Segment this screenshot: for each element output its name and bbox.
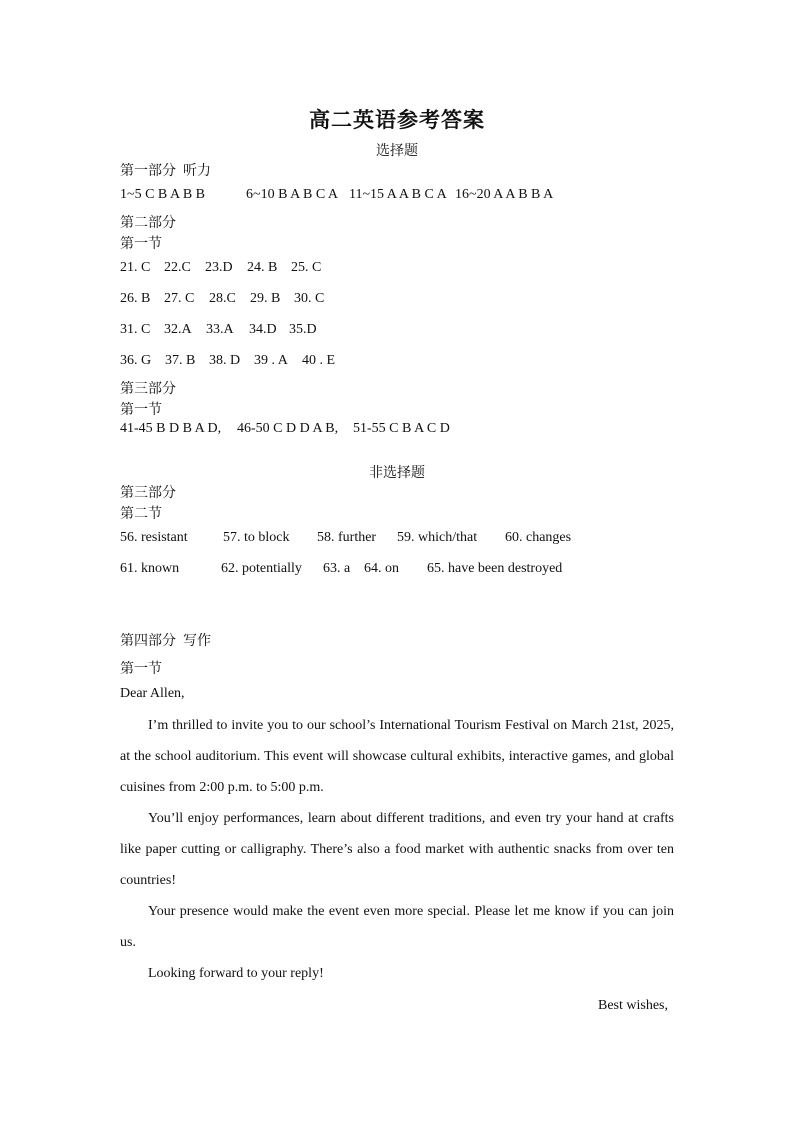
objective-section-heading: 选择题 [376,144,418,159]
part1-heading: 第一部分 听力 [120,164,211,179]
letter-paragraph: Looking forward to your reply! [148,966,324,981]
answer-item: 33.A [206,322,234,337]
letter-paragraph: You’ll enjoy performances, learn about different traditions, and even try your hand at crafts like paper cutting or calligraphy. There’s also a food market with authentic snacks from over ten countries! [120,811,674,888]
answer-item: 39 . A [254,353,288,368]
answer-item: 21. C [120,260,151,275]
letter-paragraph: I’m thrilled to invite you to our school’s International Tourism Festival on March 21st, 2025, at the school auditorium. This event will showcase cultural exhibits, interactive games, and global cuisines from 2:00 p.m. to 5:00 p.m. [120,718,674,795]
subjective-section-heading: 非选择题 [369,466,425,481]
answer-item: 61. known [120,561,180,576]
answer-group: 46-50 C D D A B, [237,421,339,436]
part3b-heading: 第三部分 [120,486,176,501]
part1-answers [120,187,553,203]
answer-item: 27. C [164,291,195,306]
answer-row [120,291,324,307]
answer-item: 34.D [249,322,277,337]
answer-item: 30. C [294,291,325,306]
answer-item: 26. B [120,291,151,306]
answer-item: 58. further [317,530,377,545]
answer-item: 62. potentially [221,561,302,576]
answer-item: 40 . E [302,353,336,368]
answer-row [120,561,562,577]
answer-item: 25. C [291,260,322,275]
answer-item: 38. D [209,353,241,368]
answer-group: 1~5 C B A B B [120,187,205,202]
answer-row [120,530,571,546]
letter-paragraph: Your presence would make the event even more special. Please let me know if you can join us. [120,904,674,950]
answer-item: 57. to block [223,530,290,545]
answer-item: 65. have been destroyed [427,561,563,576]
answer-row [120,260,321,276]
answer-item: 59. which/that [397,530,478,545]
answer-item: 56. resistant [120,530,188,545]
answer-group: 41-45 B D B A D, [120,421,222,436]
answer-item: 32.A [164,322,192,337]
part3-section-2: 第二节 [120,507,162,522]
part2-section: 第一节 [120,237,162,252]
answer-group: 16~20 A A B B A [455,187,554,202]
answer-group: 11~15 A A B C A [349,187,447,202]
answer-group: 51-55 C B A C D [353,421,450,436]
answer-item: 37. B [165,353,196,368]
answer-item: 28.C [209,291,236,306]
letter-greeting: Dear Allen, [120,686,185,701]
answer-item: 24. B [247,260,278,275]
part3-heading: 第三部分 [120,382,176,397]
part3-section-1: 第一节 [120,403,162,418]
answer-item: 22.C [164,260,191,275]
answer-row [120,353,335,369]
part3-answers [120,421,450,437]
answer-item: 31. C [120,322,151,337]
letter-body [120,710,674,989]
part2-heading: 第二部分 [120,216,176,231]
part4-heading: 第四部分 写作 [120,634,211,649]
part4-section-1: 第一节 [120,662,162,677]
page-title: 高二英语参考答案 [309,108,485,132]
answer-item: 23.D [205,260,233,275]
answer-item: 60. changes [505,530,572,545]
answer-item: 29. B [250,291,281,306]
answer-item: 36. G [120,353,152,368]
answer-group: 6~10 B A B C A [246,187,338,202]
answer-item: 35.D [289,322,317,337]
letter-closing: Best wishes, [598,998,668,1013]
answer-item: 64. on [364,561,399,576]
answer-item: 63. a [323,561,351,576]
answer-row [120,322,317,338]
